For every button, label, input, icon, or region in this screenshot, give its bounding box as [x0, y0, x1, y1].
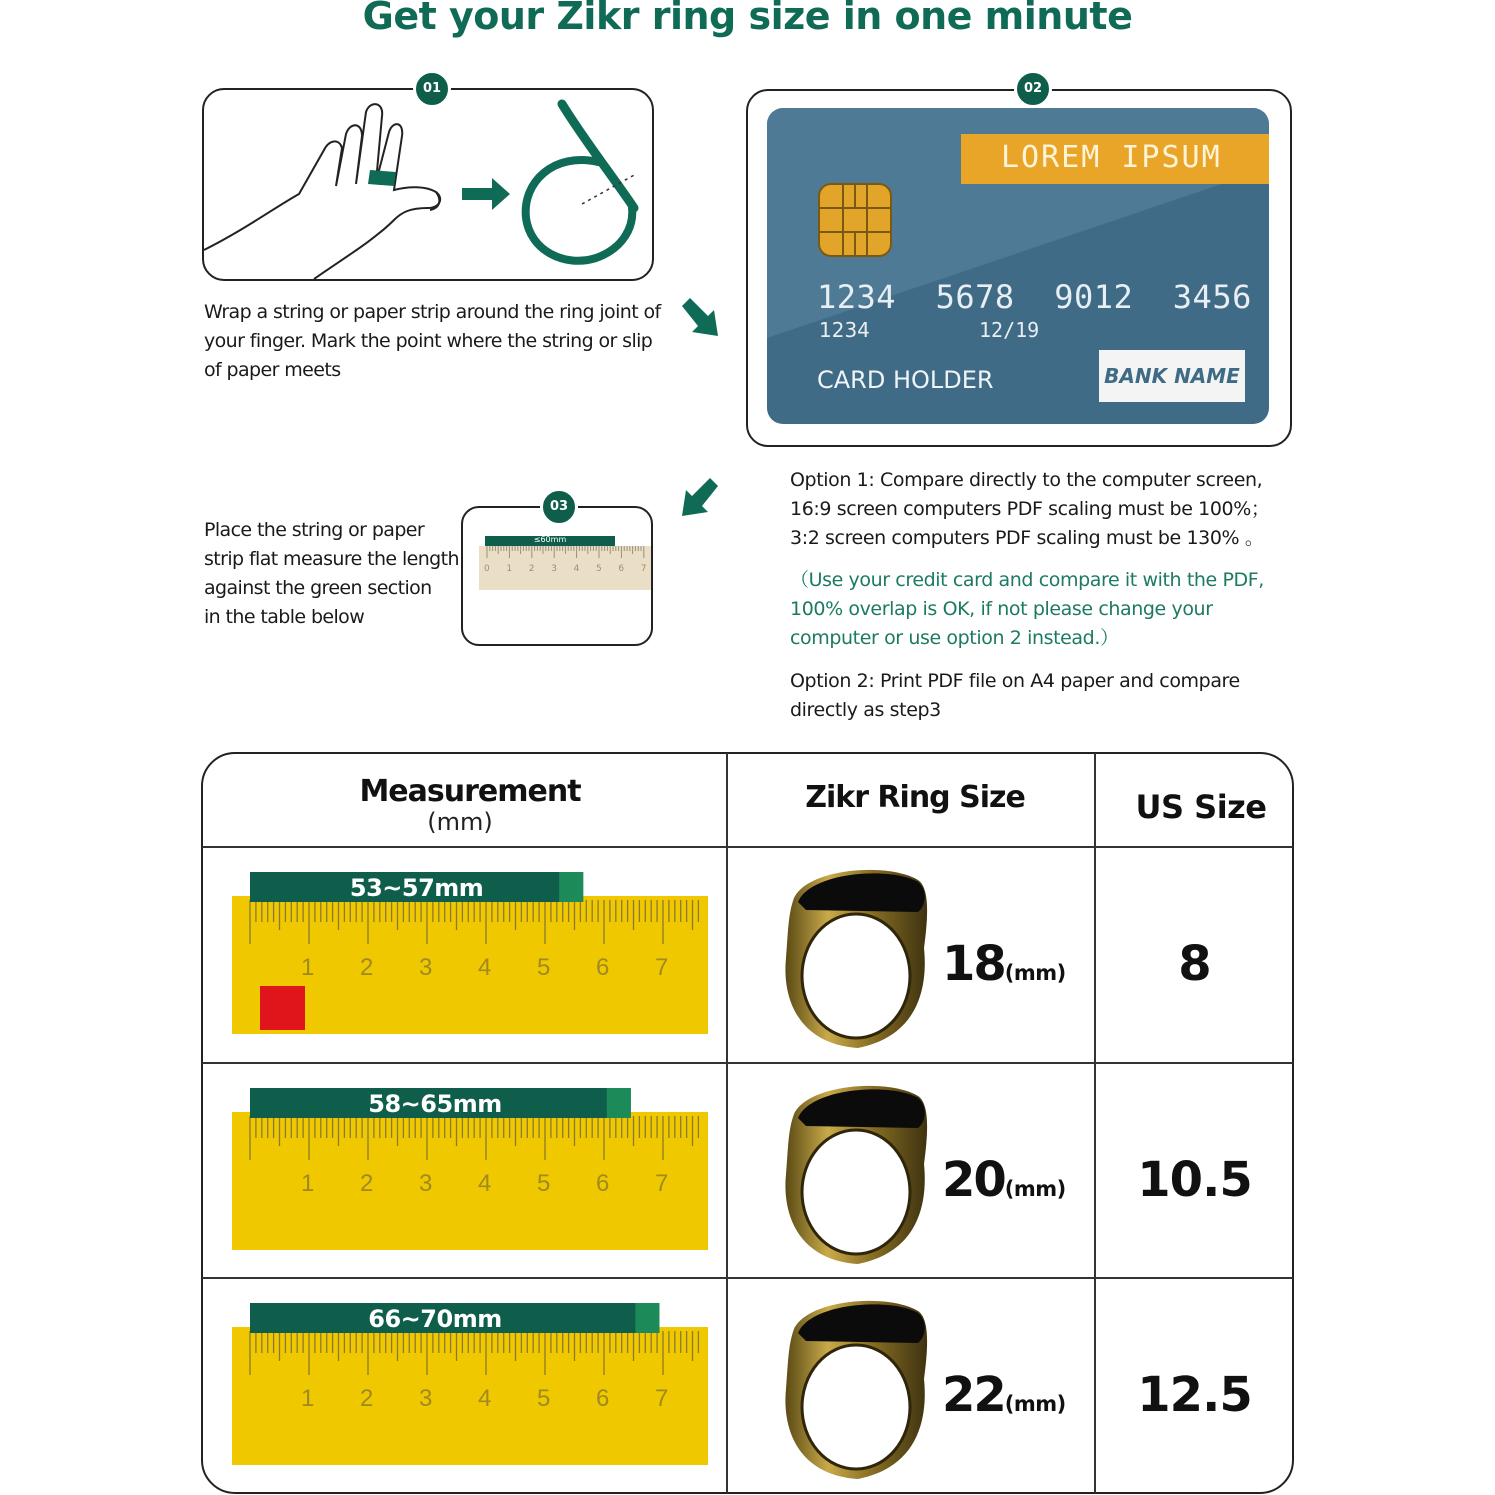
- ruler-tick-label: 5: [537, 954, 551, 981]
- ring-size-unit: (mm): [1004, 961, 1066, 985]
- ruler-tick-label: 3: [419, 1385, 433, 1412]
- ruler-tick-label: 4: [478, 1385, 492, 1412]
- measurement-band-end: [635, 1303, 659, 1333]
- option1-line: Option 1: Compare directly to the computer screen,: [790, 469, 1263, 491]
- option1-line: 3:2 screen computers PDF scaling must be 130% 。: [790, 527, 1264, 549]
- step3-instructions: [204, 516, 464, 632]
- ruler-tick-label: 1: [301, 1170, 315, 1197]
- mini-ruler-tick-label: 3: [551, 564, 557, 574]
- step1-line: Wrap a string or paper strip around the ring joint of: [204, 301, 661, 323]
- card-expiry: 12/19: [979, 318, 1040, 342]
- mini-ruler-ticks: [479, 546, 651, 566]
- header-zikr-ring-size: Zikr Ring Size: [805, 780, 1025, 815]
- ring-size-unit: (mm): [1004, 1177, 1066, 1201]
- ruler-tick-label: 3: [419, 1170, 433, 1197]
- arrow-down-left-icon: [674, 474, 724, 524]
- option2-line: Option 2: Print PDF file on A4 paper and compare: [790, 670, 1240, 692]
- ruler-tick-label: 5: [537, 1385, 551, 1412]
- ruler-tick-label: 4: [478, 1170, 492, 1197]
- mini-ruler-tick-label: 7: [640, 564, 647, 574]
- measurement-range-label: 53~57mm: [349, 874, 484, 902]
- ruler-tick-label: 6: [596, 1170, 610, 1197]
- step1-instructions: [204, 298, 674, 385]
- credit-card: [767, 108, 1269, 424]
- mini-ruler-tick-label: 4: [573, 564, 580, 574]
- arrow-down-right-icon: [676, 294, 726, 344]
- card-small-number: 1234: [819, 318, 870, 342]
- ring-size-number: 22: [942, 1367, 1005, 1423]
- card-holder: CARD HOLDER: [817, 366, 994, 394]
- ruler-tick-label: 7: [655, 1385, 669, 1412]
- measurement-range-label: 66~70mm: [368, 1305, 502, 1333]
- ruler-tick-label: 5: [537, 1170, 551, 1197]
- note-line: computer or use option 2 instead.）: [790, 627, 1119, 649]
- ruler-tick-label: 7: [655, 954, 669, 981]
- us-size-value: 8: [1178, 936, 1211, 992]
- step2-badge: 02: [1014, 70, 1052, 108]
- mini-ruler-tick-label: 1: [506, 564, 513, 574]
- zikr-ring-icon: [778, 1289, 938, 1485]
- mini-ruler-tick-label: 2: [528, 564, 535, 574]
- card-bank-name: BANK NAME: [1104, 364, 1240, 388]
- header-measurement-unit: (mm): [427, 808, 493, 836]
- mini-ruler-tick-label: 0: [484, 564, 490, 574]
- option-note-text: [790, 566, 1290, 653]
- measurement-range-label: 58~65mm: [368, 1090, 502, 1118]
- note-line: 100% overlap is OK, if not please change your: [790, 598, 1213, 620]
- zikr-ring-icon: [778, 1074, 938, 1270]
- ruler-tick-label: 2: [360, 1385, 374, 1412]
- ruler-tick-label: 6: [596, 954, 610, 981]
- option1-text: [790, 466, 1290, 553]
- zikr-ring-size-value: [942, 1152, 1066, 1208]
- red-marker: [260, 986, 305, 1030]
- us-size-value: 10.5: [1137, 1152, 1252, 1208]
- mini-ruler-label: ≤60mm: [533, 535, 567, 544]
- page-title: Get your Zikr ring size in one minute: [362, 0, 1133, 38]
- step3-line: strip flat measure the length: [204, 548, 459, 570]
- option1-line: 16:9 screen computers PDF scaling must be 100%；: [790, 498, 1270, 520]
- option2-text: [790, 667, 1290, 725]
- step3-line: Place the string or paper: [204, 519, 425, 541]
- chip-icon: [817, 182, 893, 258]
- ruler-tick-label: 3: [419, 954, 433, 981]
- option2-line: directly as step3: [790, 699, 941, 721]
- zikr-ring-size-value: [942, 1367, 1066, 1423]
- header-measurement: Measurement: [359, 774, 581, 809]
- us-size-value: 12.5: [1137, 1367, 1252, 1423]
- ruler-tick-label: 1: [301, 1385, 315, 1412]
- card-number: 1234 5678 9012 3456: [817, 278, 1252, 316]
- step3-line: against the green section: [204, 577, 432, 599]
- ruler-tick-label: 1: [301, 954, 315, 981]
- ruler-tick-label: 4: [478, 954, 492, 981]
- step3-line: in the table below: [204, 606, 365, 628]
- header-us-size: US Size: [1135, 788, 1267, 826]
- step3-badge: 03: [540, 488, 578, 526]
- step1-panel: [202, 88, 654, 281]
- table-row-divider: [202, 846, 1293, 848]
- hand-with-string-illustration: [204, 90, 652, 279]
- table-col-divider: [726, 753, 728, 1493]
- step1-line: your finger. Mark the point where the string or slip: [204, 330, 653, 352]
- ruler-tick-label: 2: [360, 1170, 374, 1197]
- ring-size-number: 18: [942, 936, 1005, 992]
- card-brand: LOREM IPSUM: [1001, 140, 1222, 175]
- table-row-divider: [202, 1062, 1293, 1064]
- ruler-tick-label: 7: [655, 1170, 669, 1197]
- step1-badge: 01: [413, 70, 451, 108]
- step1-line: of paper meets: [204, 359, 341, 381]
- mini-ruler-tick-label: 5: [596, 564, 602, 574]
- ruler-tick-label: 6: [596, 1385, 610, 1412]
- zikr-ring-icon: [778, 858, 938, 1054]
- mini-ruler-tick-label: 6: [618, 564, 625, 574]
- note-line: （Use your credit card and compare it with the PDF,: [790, 569, 1264, 591]
- step3-panel: [461, 506, 653, 646]
- zikr-ring-size-value: [942, 936, 1066, 992]
- ring-size-number: 20: [942, 1152, 1005, 1208]
- ring-size-unit: (mm): [1004, 1392, 1066, 1416]
- ruler-tick-label: 2: [360, 954, 374, 981]
